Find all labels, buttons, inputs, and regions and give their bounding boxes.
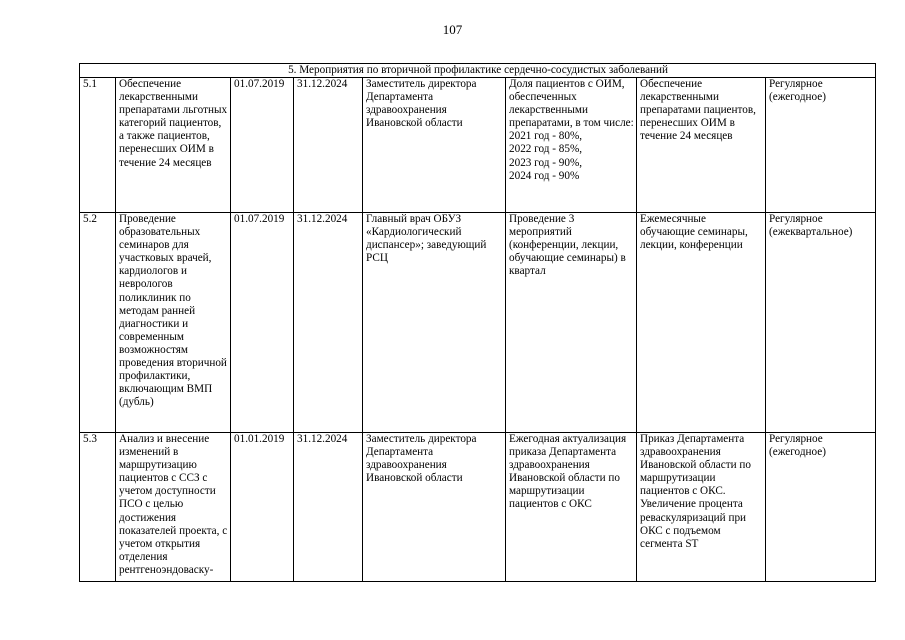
- frequency-cell: Регулярное (ежегодное): [766, 78, 876, 213]
- row-number: 5.2: [80, 213, 116, 433]
- row-number: 5.3: [80, 433, 116, 582]
- responsible-cell: Главный врач ОБУЗ «Кардиологический диспансер»; заведующий РСЦ: [363, 213, 506, 433]
- section-title: 5. Мероприятия по вторичной профилактике сердечно-сосудистых заболеваний: [80, 64, 876, 78]
- indicator-line: 2021 год - 80%,: [509, 130, 583, 143]
- row-number: 5.1: [80, 78, 116, 213]
- indicator-line: Проведение 3 мероприятий (конференции, лекции, обучающие семинары) в квартал: [509, 213, 626, 278]
- start-date-cell: 01.07.2019: [231, 78, 294, 213]
- activity-cell: Проведение образовательных семинаров для участковых врачей, кардиологов и неврологов поликлиник по методам ранней диагностики и современным возможностям проведения вторичной профилактики, включающим ВМП (дубль): [116, 213, 231, 433]
- indicator-line: Ежегодная актуализация приказа Департамента здравоохранения Ивановской области по маршрутизации пациентов с ОКС: [509, 433, 627, 511]
- table-row: [80, 78, 876, 213]
- indicator-line: 2022 год - 85%,: [509, 143, 583, 156]
- responsible-cell: Заместитель директора Департамента здравоохранения Ивановской области: [363, 433, 506, 582]
- end-date-cell: 31.12.2024: [294, 213, 363, 433]
- frequency-cell: Регулярное (ежегодное): [766, 433, 876, 582]
- indicator-line: 2024 год - 90%: [509, 169, 580, 182]
- indicator-line: Доля пациентов с ОИМ, обеспеченных лекарственными препаратами, в том числе:: [509, 78, 634, 130]
- table-row: [80, 433, 876, 582]
- end-date-cell: 31.12.2024: [294, 78, 363, 213]
- indicator-cell: [506, 78, 637, 213]
- start-date-cell: 01.07.2019: [231, 213, 294, 433]
- indicator-line: 2023 год - 90%,: [509, 156, 583, 169]
- responsible-cell: Заместитель директора Департамента здравоохранения Ивановской области: [363, 78, 506, 213]
- result-cell: [637, 433, 766, 582]
- result-cell: Обеспечение лекарственными препаратами пациентов, перенесших ОИМ в течение 24 месяцев: [637, 78, 766, 213]
- activities-table: [79, 63, 876, 582]
- page-number: 107: [442, 22, 463, 37]
- section-header-row: [80, 64, 876, 78]
- activity-cell: Анализ и внесение изменений в маршрутизацию пациентов с ССЗ с учетом доступности ПСО с целью достижения показателей проекта, с учетом открытия отделения рентгеноэндоваску-: [116, 433, 231, 582]
- table-row: [80, 213, 876, 433]
- indicator-cell: [506, 213, 637, 433]
- result-line: Увеличение процента реваскуляризаций при ОКС с подъемом сегмента ST: [640, 498, 747, 550]
- end-date-cell: 31.12.2024: [294, 433, 363, 582]
- start-date-cell: 01.01.2019: [231, 433, 294, 582]
- activity-cell: Обеспечение лекарственными препаратами льготных категорий пациентов, а также пациентов, перенесших ОИМ в течение 24 месяцев: [116, 78, 231, 213]
- indicator-cell: [506, 433, 637, 582]
- frequency-cell: Регулярное (ежеквартальное): [766, 213, 876, 433]
- result-line: Приказ Департамента здравоохранения Ивановской области по маршрутизации пациентов с ОКС.: [640, 433, 751, 498]
- result-cell: Ежемесячные обучающие семинары, лекции, конференции: [637, 213, 766, 433]
